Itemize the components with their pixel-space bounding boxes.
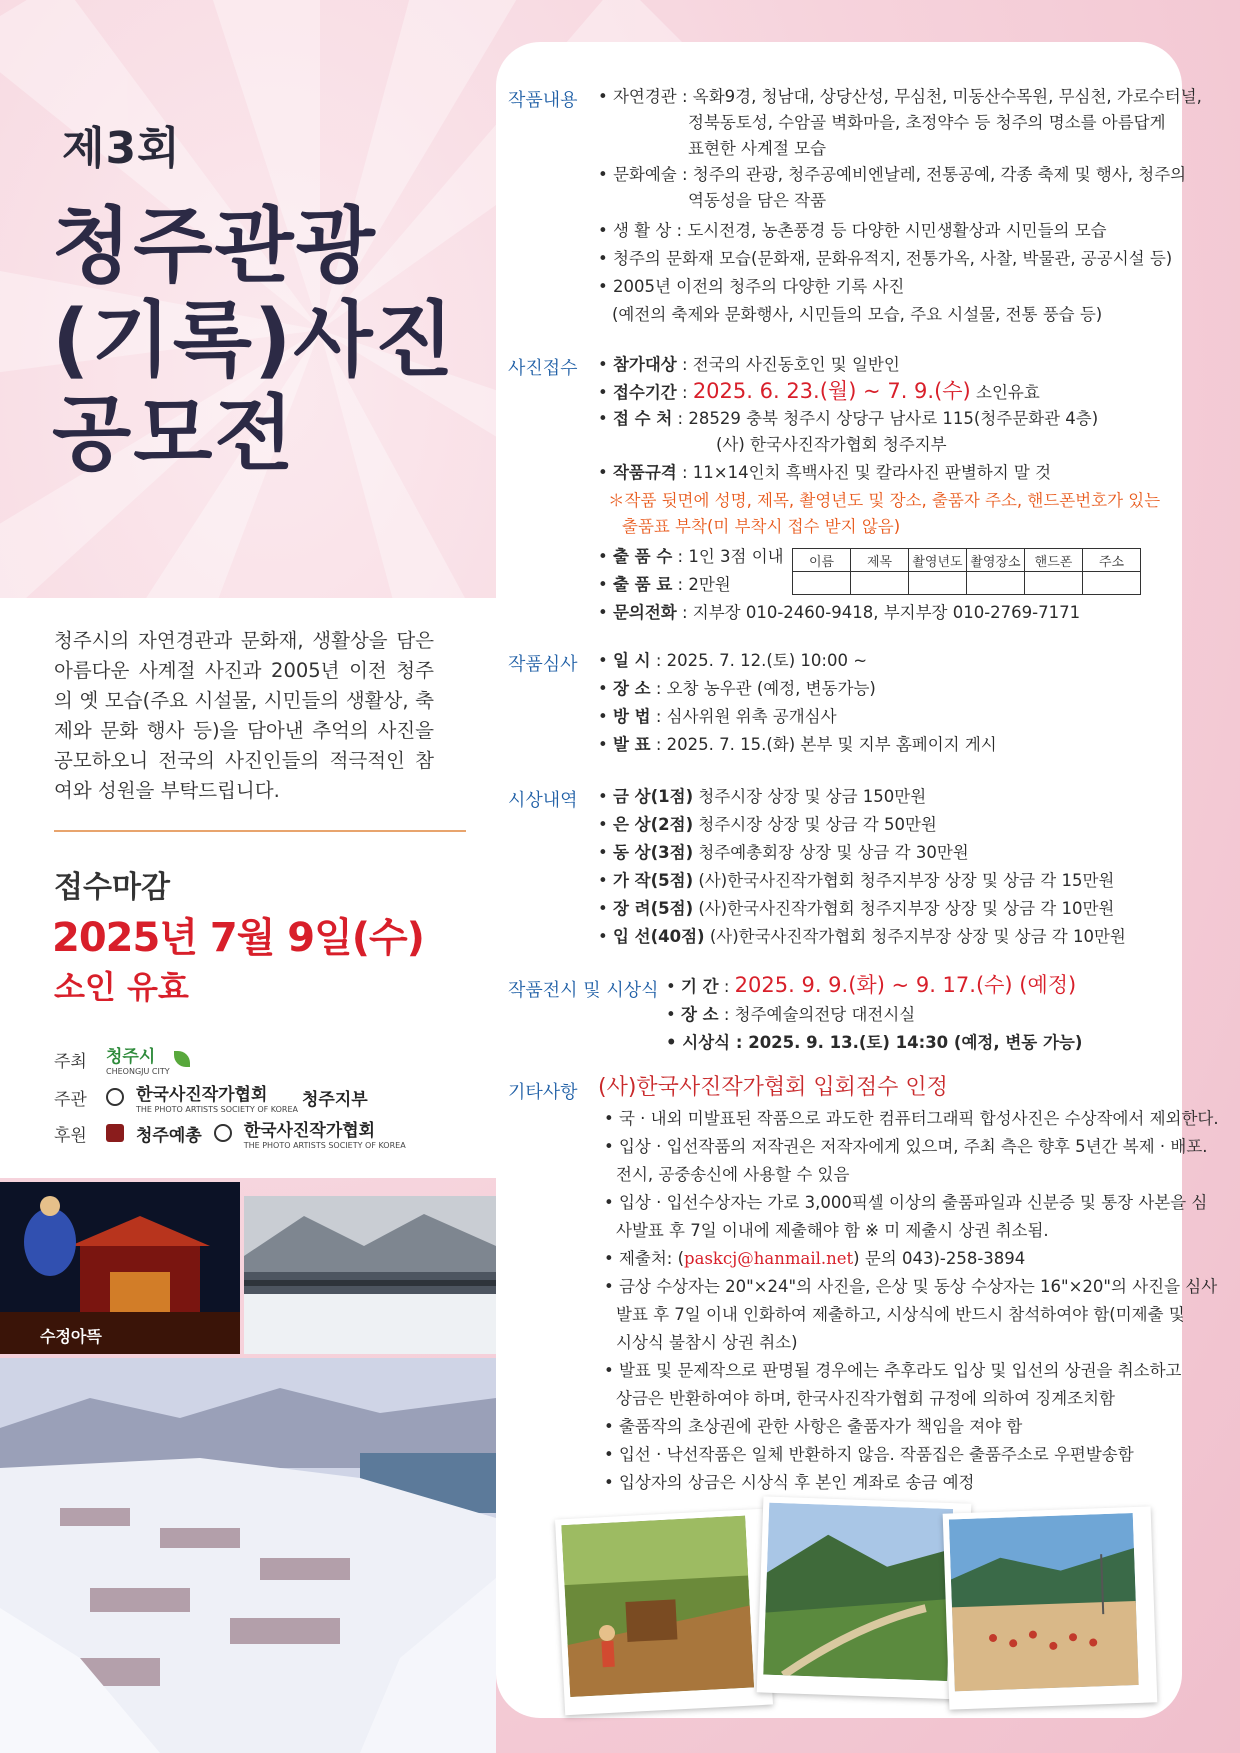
form-header: 촬영년도 bbox=[909, 549, 967, 572]
content-line: • 2005년 이전의 청주의 다양한 기록 사진 bbox=[598, 277, 905, 296]
award-value: 청주예총회장 상장 및 상금 각 30만원 bbox=[693, 843, 969, 862]
form-cell bbox=[1083, 572, 1141, 595]
festival-field-photo bbox=[943, 1506, 1158, 1709]
intro-text: 청주시의 자연경관과 문화재, 생활상을 담은 아름다운 사계절 사진과 2005년 이전 청주의 옛 모습(주요 시설물, 시민들의 생활상, 축제와 문화 행사 등)을 담아낸 추억의 사진을 공모하오니 전국의 사진인들의 적극적인 참여와 성원을 부탁드립니다. bbox=[54, 629, 434, 802]
photo-society-logo bbox=[136, 1080, 368, 1114]
etc-line: 발표 후 7일 이내 인화하여 제출하고, 시상식에 반드시 참석하여야 함(미제출 및 bbox=[616, 1305, 1185, 1324]
field-value: : 11×14인치 흑백사진 및 칼라사진 판별하지 말 것 bbox=[676, 463, 1052, 482]
award-value: (사)한국사진작가협회 청주지부장 상장 및 상금 각 15만원 bbox=[693, 871, 1115, 890]
form-header: 이름 bbox=[793, 549, 851, 572]
etc-line: • 발표 및 문제작으로 판명될 경우에는 추후라도 입상 및 입선의 상권을 취소하고 bbox=[604, 1361, 1182, 1380]
etc-line: • 입상 · 입선수상자는 가로 3,000픽셀 이상의 출품파일과 신분증 및 통장 사본을 심 bbox=[604, 1193, 1208, 1212]
field-value: : 2025. 9. 13.(토) 14:30 (예정, 변동 가능) bbox=[730, 1033, 1083, 1052]
etc-line: 상금은 반환하여야 하며, 한국사진작가협회 규정에 의하여 징계조치함 bbox=[616, 1389, 1115, 1408]
etc-line: 사발표 후 7일 이내에 제출해야 함 ※ 미 제출시 상권 취소됨. bbox=[616, 1221, 1049, 1240]
field-key: 장 소 bbox=[680, 1005, 719, 1024]
field-value: 소인유효 bbox=[970, 383, 1040, 402]
exhibition-period: • 기 간 : 2025. 9. 9.(화) ~ 9. 17.(수) (예정) bbox=[666, 973, 1077, 997]
award-value: (사)한국사진작가협회 청주지부장 상장 및 상금 각 10만원 bbox=[704, 927, 1126, 946]
receipt-notice: 출품표 부착(미 부착시 접수 받지 않음) bbox=[622, 517, 901, 536]
receipt-count: • 출 품 수 : 1인 3점 이내 bbox=[598, 547, 784, 566]
etc-submit-line bbox=[604, 1248, 1025, 1270]
form-header: 주소 bbox=[1083, 549, 1141, 572]
field-value: : 2만원 bbox=[672, 575, 731, 594]
judging-item: • 발 표 : 2025. 7. 15.(화) 본부 및 지부 홈페이지 게시 bbox=[598, 735, 997, 754]
field-key: 시상식 bbox=[682, 1033, 731, 1052]
festival-caption: 수정아뜩 bbox=[40, 1327, 102, 1346]
judging-item: • 방 법 : 심사위원 위촉 공개심사 bbox=[598, 707, 837, 726]
org-name: 한국사진작가협회 bbox=[243, 1121, 376, 1141]
field-key: 방 법 bbox=[612, 707, 651, 726]
award-value: 청주시장 상장 및 상금 150만원 bbox=[693, 787, 927, 806]
award-item: • 금 상(1점) 청주시장 상장 및 상금 150만원 bbox=[598, 787, 927, 806]
content-line: • 문화예술 : 청주의 관광, 청주공예비엔날레, 전통공예, 각종 축제 및 행사, 청주의 bbox=[598, 165, 1187, 184]
field-value: : 전국의 사진동호인 및 일반인 bbox=[676, 355, 900, 374]
receipt-spec: • 작품규격 : 11×14인치 흑백사진 및 칼라사진 판별하지 말 것 bbox=[598, 463, 1052, 482]
award-key: 입 선(40점) bbox=[612, 927, 705, 946]
form-header: 촬영장소 bbox=[967, 549, 1025, 572]
snow-village-photo bbox=[0, 1358, 496, 1753]
content-line: 역동성을 담은 작품 bbox=[688, 191, 827, 210]
field-value: : 28529 충북 청주시 상당구 남사로 115(청주문화관 4층) bbox=[672, 409, 1099, 428]
submit-prefix: • 제출처: ( bbox=[604, 1249, 685, 1268]
submit-email-link[interactable]: paskcj@hanmail.net bbox=[684, 1249, 854, 1268]
title-line-3: 공모전 bbox=[52, 387, 296, 482]
mountain-road-photo bbox=[757, 1496, 972, 1699]
section-label-judging: 작품심사 bbox=[508, 654, 578, 675]
title-line-1: 청주관광 bbox=[52, 199, 377, 294]
org-host-row bbox=[54, 1042, 190, 1076]
receipt-place: • 접 수 처 : 28529 충북 청주시 상당구 남사로 115(청주문화관 4층) bbox=[598, 409, 1099, 428]
org-sponsor-row bbox=[54, 1116, 406, 1150]
field-key: 기 간 bbox=[680, 977, 719, 996]
receipt-period: • 접수기간 : 2025. 6. 23.(월) ~ 7. 9.(수) 소인유효 bbox=[598, 379, 1040, 403]
content-line: 표현한 사계절 모습 bbox=[688, 139, 827, 158]
org-branch-name: 청주지부 bbox=[301, 1089, 368, 1110]
field-value: : 1인 3점 이내 bbox=[672, 547, 784, 566]
receipt-participants: • 참가대상 : 전국의 사진동호인 및 일반인 bbox=[598, 355, 900, 374]
field-value: : 청주예술의전당 대전시실 bbox=[718, 1005, 916, 1024]
submit-suffix: ) 문의 043)-258-3894 bbox=[853, 1249, 1026, 1268]
field-sep: : bbox=[676, 383, 693, 402]
winter-river-photo bbox=[244, 1196, 496, 1354]
field-key: 문의전화 bbox=[612, 603, 677, 622]
award-key: 은 상(2점) bbox=[612, 815, 694, 834]
org-role: 후원 bbox=[54, 1125, 87, 1146]
field-value: : 2025. 7. 12.(토) 10:00 ~ bbox=[650, 651, 868, 670]
content-line: • 청주의 문화재 모습(문화재, 문화유적지, 전통가옥, 사찰, 박물관, 공공시설 등) bbox=[598, 249, 1173, 268]
receipt-place-2: (사) 한국사진작가협회 청주지부 bbox=[716, 435, 947, 454]
award-value: 청주시장 상장 및 상금 각 50만원 bbox=[693, 815, 937, 834]
field-key: 발 표 bbox=[612, 735, 651, 754]
form-cell bbox=[1025, 572, 1083, 595]
exhibition-period-dates: 2025. 9. 9.(화) ~ 9. 17.(수) (예정) bbox=[734, 973, 1077, 997]
field-value: : 지부장 010-2460-9418, 부지부장 010-2769-7171 bbox=[676, 603, 1081, 622]
photo-society-logo bbox=[244, 1116, 406, 1150]
section-label-etc: 기타사항 bbox=[508, 1082, 578, 1103]
content-line: • 자연경관 : 옥화9경, 청남대, 상당산성, 무심천, 미동산수목원, 무심천, 가로수터널, bbox=[598, 87, 1202, 106]
festival-night-photo bbox=[0, 1182, 240, 1354]
org-role: 주최 bbox=[54, 1051, 87, 1072]
org-name: 청주시 bbox=[106, 1047, 156, 1067]
photo-society-emblem-icon bbox=[214, 1124, 232, 1142]
field-key: 접수기간 bbox=[612, 383, 677, 402]
field-key: 일 시 bbox=[612, 651, 651, 670]
poster-title bbox=[52, 200, 456, 482]
leaf-icon bbox=[174, 1051, 190, 1067]
org-role: 주관 bbox=[54, 1089, 87, 1110]
etc-line: • 출품작의 초상권에 관한 사항은 출품자가 책임을 져야 함 bbox=[604, 1417, 1023, 1436]
content-line: • 생 활 상 : 도시전경, 농촌풍경 등 다양한 시민생활상과 시민들의 모습 bbox=[598, 221, 1107, 240]
deadline-note: 소인 유효 bbox=[54, 968, 189, 1006]
field-key: 접 수 처 bbox=[612, 409, 673, 428]
section-label-content: 작품내용 bbox=[508, 90, 578, 111]
etc-line: • 입상자의 상금은 시상식 후 본인 계좌로 송금 예정 bbox=[604, 1473, 975, 1492]
content-line: 정북동토성, 수암골 벽화마을, 초정약수 등 청주의 명소를 아름답게 bbox=[688, 113, 1166, 132]
exhibition-ceremony: • 시상식 : 2025. 9. 13.(토) 14:30 (예정, 변동 가능) bbox=[666, 1033, 1083, 1052]
farm-photo bbox=[555, 1509, 773, 1716]
field-key: 참가대상 bbox=[612, 355, 677, 374]
field-key: 출 품 료 bbox=[612, 575, 673, 594]
award-key: 금 상(1점) bbox=[612, 787, 694, 806]
org-name: 한국사진작가협회 bbox=[136, 1085, 268, 1105]
award-item: • 동 상(3점) 청주예총회장 상장 및 상금 각 30만원 bbox=[598, 843, 969, 862]
field-value: : 심사위원 위촉 공개심사 bbox=[650, 707, 837, 726]
field-value: : 2025. 7. 15.(화) 본부 및 지부 홈페이지 게시 bbox=[650, 735, 997, 754]
org-sub: THE PHOTO ARTISTS SOCIETY OF KOREA bbox=[136, 1105, 298, 1114]
arts-federation-logo: 청주예총 bbox=[136, 1125, 202, 1146]
org-organizer-row bbox=[54, 1080, 368, 1114]
etc-line: 시상식 불참시 상권 취소) bbox=[616, 1333, 798, 1352]
section-label-awards: 시상내역 bbox=[508, 790, 578, 811]
field-key: 작품규격 bbox=[612, 463, 677, 482]
receipt-period-dates: 2025. 6. 23.(월) ~ 7. 9.(수) bbox=[692, 379, 971, 403]
judging-item: • 일 시 : 2025. 7. 12.(토) 10:00 ~ bbox=[598, 651, 868, 670]
section-label-receipt: 사진접수 bbox=[508, 358, 578, 379]
form-header: 제목 bbox=[851, 549, 909, 572]
receipt-notice: ＊작품 뒷면에 성명, 제목, 촬영년도 및 장소, 출품자 주소, 핸드폰번호가 있는 bbox=[608, 491, 1161, 510]
etc-line: • 금상 수상자는 20"×24"의 사진을, 은상 및 동상 수상자는 16"×20"의 사진을 심사 bbox=[604, 1277, 1218, 1296]
award-value: (사)한국사진작가협회 청주지부장 상장 및 상금 각 10만원 bbox=[693, 899, 1115, 918]
award-item: • 장 려(5점) (사)한국사진작가협회 청주지부장 상장 및 상금 각 10만원 bbox=[598, 899, 1115, 918]
cheongju-city-logo bbox=[106, 1042, 190, 1076]
etc-line: • 입선 · 낙선작품은 일체 반환하지 않음. 작품집은 출품주소로 우편발송함 bbox=[604, 1445, 1134, 1464]
photo-society-emblem-icon bbox=[106, 1088, 124, 1106]
receipt-contact: • 문의전화 : 지부장 010-2460-9418, 부지부장 010-2769-7171 bbox=[598, 603, 1081, 622]
etc-line: • 국 · 내외 미발표된 작품으로 과도한 컴퓨터그래픽 합성사진은 수상작에서 제외한다. bbox=[604, 1109, 1219, 1128]
field-key: 출 품 수 bbox=[612, 547, 673, 566]
award-item: • 은 상(2점) 청주시장 상장 및 상금 각 50만원 bbox=[598, 815, 937, 834]
exhibition-place: • 장 소 : 청주예술의전당 대전시실 bbox=[666, 1005, 916, 1024]
etc-headline: (사)한국사진작가협회 입회점수 인정 bbox=[598, 1075, 948, 1100]
entry-label-form bbox=[792, 548, 1141, 595]
etc-line: • 입상 · 입선작품의 저작권은 저작자에게 있으며, 주최 측은 향후 5년간 복제 · 배포. bbox=[604, 1137, 1208, 1156]
deadline-date: 2025년 7월 9일(수) bbox=[52, 915, 424, 961]
award-key: 장 려(5점) bbox=[612, 899, 694, 918]
form-cell bbox=[793, 572, 851, 595]
arts-federation-emblem-icon bbox=[106, 1124, 124, 1142]
edition-label: 제3회 bbox=[62, 123, 181, 174]
award-key: 동 상(3점) bbox=[612, 843, 694, 862]
judging-item: • 장 소 : 오창 농우관 (예정, 변동가능) bbox=[598, 679, 876, 698]
form-cell bbox=[967, 572, 1025, 595]
intro-divider bbox=[54, 830, 466, 832]
org-sub: CHEONGJU CITY bbox=[106, 1067, 170, 1076]
etc-line: 전시, 공중송신에 사용할 수 있음 bbox=[616, 1165, 850, 1184]
field-key: 장 소 bbox=[612, 679, 651, 698]
section-label-exhibition: 작품전시 및 시상식 bbox=[508, 980, 659, 1001]
org-sub: THE PHOTO ARTISTS SOCIETY OF KOREA bbox=[243, 1141, 406, 1150]
award-key: 가 작(5점) bbox=[612, 871, 694, 890]
title-line-2: (기록)사진 bbox=[52, 293, 456, 388]
receipt-fee: • 출 품 료 : 2만원 bbox=[598, 575, 731, 594]
award-item: • 입 선(40점) (사)한국사진작가협회 청주지부장 상장 및 상금 각 10만원 bbox=[598, 927, 1126, 946]
form-header: 핸드폰 bbox=[1025, 549, 1083, 572]
award-item: • 가 작(5점) (사)한국사진작가협회 청주지부장 상장 및 상금 각 15만원 bbox=[598, 871, 1115, 890]
deadline-label: 접수마감 bbox=[54, 870, 170, 905]
form-cell bbox=[851, 572, 909, 595]
field-value: : 오창 농우관 (예정, 변동가능) bbox=[650, 679, 876, 698]
form-cell bbox=[909, 572, 967, 595]
content-line: (예전의 축제와 문화행사, 시민들의 모습, 주요 시설물, 전통 풍습 등) bbox=[612, 305, 1103, 324]
